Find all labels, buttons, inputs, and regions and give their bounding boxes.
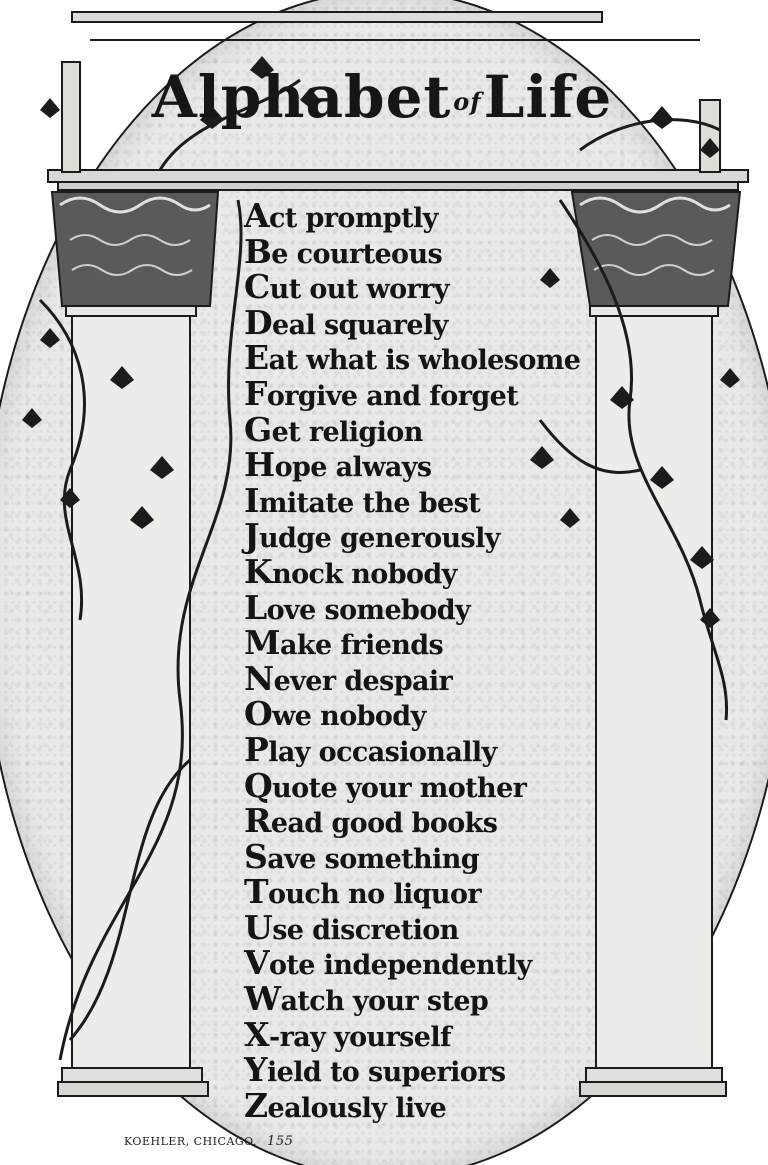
item-text: atch your step (280, 986, 489, 1018)
alphabet-item (244, 981, 589, 1017)
item-initial: Y (244, 1050, 267, 1090)
alphabet-item (244, 765, 589, 805)
corinthian-column-icon (572, 192, 740, 1096)
alphabet-list (244, 198, 589, 1123)
corinthian-column-icon (52, 192, 218, 1096)
card-title (112, 62, 652, 137)
alphabet-item (244, 1014, 589, 1054)
item-text: ote independently (269, 950, 532, 982)
alphabet-item (244, 907, 589, 947)
alphabet-item (244, 836, 589, 876)
item-text: ead good books (270, 808, 498, 840)
item-initial: T (244, 872, 268, 912)
item-initial: M (244, 623, 280, 663)
item-initial: H (244, 445, 275, 485)
alphabet-item (244, 1085, 589, 1125)
title-word-life: Life (483, 63, 613, 131)
item-text: ield to superiors (266, 1057, 506, 1089)
alphabet-item (244, 447, 589, 483)
item-initial: B (244, 231, 272, 271)
item-text: se discretion (272, 914, 459, 946)
alphabet-item (244, 269, 589, 305)
item-text: eal squarely (272, 309, 448, 341)
item-text: udge generously (259, 523, 500, 555)
item-initial: P (244, 729, 269, 769)
item-text: ealously live (267, 1092, 447, 1124)
item-initial: G (244, 409, 272, 449)
alphabet-item (244, 729, 589, 769)
item-text: ope always (274, 452, 432, 484)
item-text: mitate the best (258, 487, 481, 519)
item-initial: U (244, 907, 273, 947)
item-initial: R (244, 801, 271, 841)
alphabet-item (244, 518, 589, 554)
item-text: ove somebody (266, 594, 471, 626)
item-initial: X (244, 1014, 270, 1054)
item-text: ut out worry (269, 274, 449, 306)
alphabet-item (244, 658, 589, 698)
alphabet-item (244, 625, 589, 661)
item-text: nock nobody (272, 558, 457, 590)
item-initial: E (244, 338, 269, 378)
alphabet-item (244, 874, 589, 910)
item-text: at what is wholesome (268, 345, 581, 377)
item-initial: Q (244, 765, 273, 805)
item-text: -ray yourself (269, 1021, 452, 1053)
item-initial: C (244, 267, 270, 307)
item-text: ct promptly (269, 203, 438, 234)
alphabet-item (244, 340, 589, 376)
item-initial: O (244, 694, 273, 734)
alphabet-item (244, 696, 589, 732)
item-text: orgive and forget (266, 380, 519, 412)
alphabet-item (244, 198, 589, 234)
item-text: ave something (267, 843, 480, 875)
item-text: et religion (271, 416, 423, 448)
item-initial: L (244, 587, 267, 627)
publisher-name: KOEHLER, CHICAGO. (124, 1135, 258, 1148)
plate-number: 155 (267, 1134, 294, 1149)
item-text: we nobody (272, 701, 426, 733)
item-initial: W (244, 979, 281, 1019)
title-word-of: of (453, 87, 482, 116)
item-text: uote your mother (272, 772, 527, 804)
item-text: e courteous (271, 238, 443, 270)
alphabet-item (244, 803, 589, 839)
item-initial: A (244, 196, 270, 235)
alphabet-item (244, 945, 589, 981)
item-initial: Z (244, 1085, 268, 1125)
alphabet-item (244, 551, 589, 591)
item-text: ake friends (279, 630, 444, 662)
item-initial: V (244, 943, 270, 983)
alphabet-item (244, 587, 589, 627)
alphabet-item (244, 480, 589, 520)
item-initial: F (244, 373, 267, 413)
item-text: lay occasionally (268, 736, 497, 768)
item-initial: D (244, 302, 273, 342)
item-text: ever despair (273, 665, 453, 697)
alphabet-item (244, 302, 589, 342)
alphabet-item (244, 231, 589, 271)
item-initial: S (244, 836, 268, 876)
item-initial: K (244, 551, 273, 591)
alphabet-item (244, 1052, 589, 1088)
alphabet-item (244, 409, 589, 449)
alphabet-item (244, 373, 589, 413)
item-initial: I (244, 480, 259, 520)
title-word-alphabet: Alphabet (151, 63, 452, 131)
item-initial: N (244, 658, 274, 698)
item-text: ouch no liquor (267, 879, 481, 911)
publisher-imprint (124, 1134, 293, 1149)
item-initial: J (244, 516, 260, 556)
